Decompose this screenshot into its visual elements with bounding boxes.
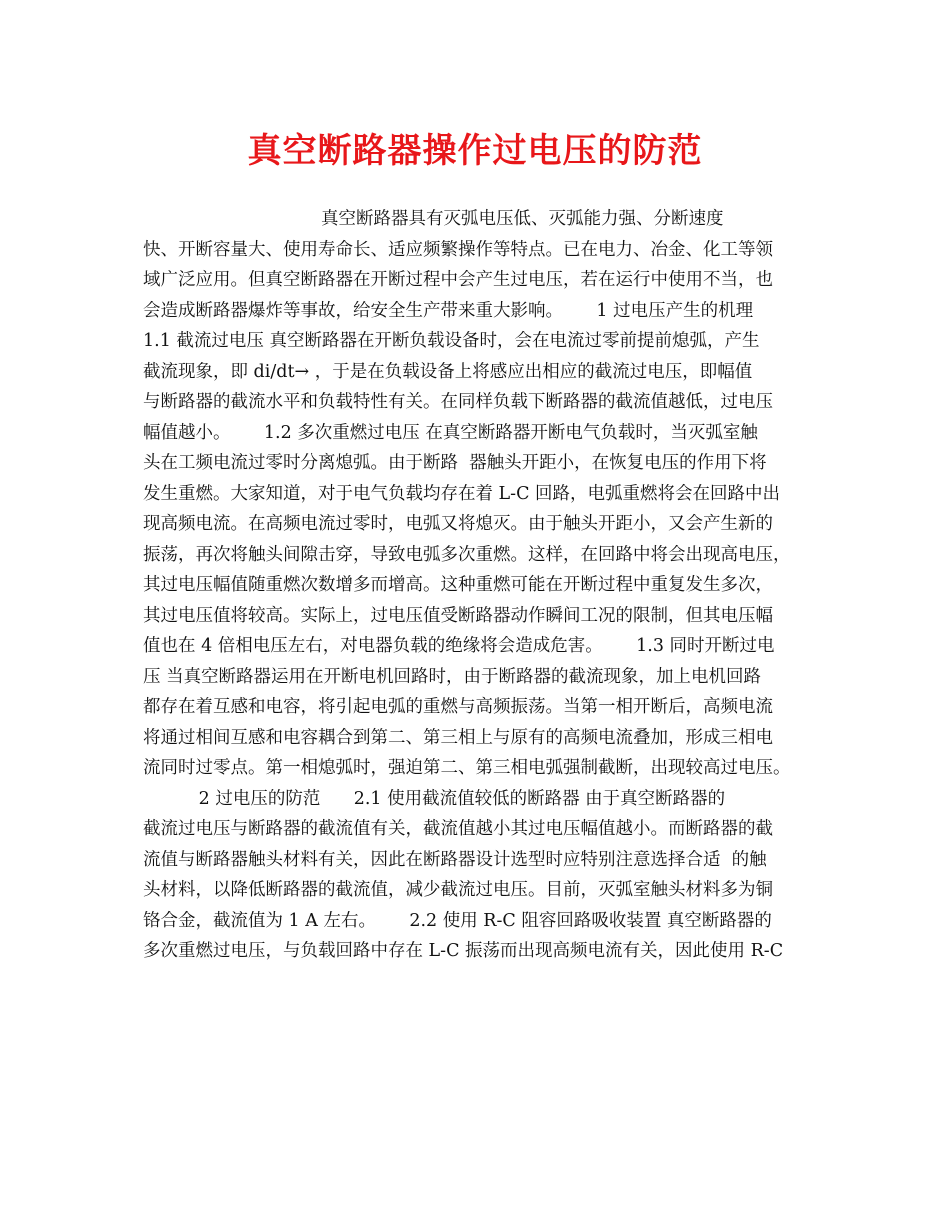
document-body xyxy=(143,204,823,967)
body-line: 头材料，以降低断路器的截流值，减少截流过电压。目前，灭弧室触头材料多为铜 xyxy=(143,880,773,900)
page-title: 真空断路器操作过电压的防范 xyxy=(247,131,703,171)
body-line: 现高频电流。在高频电流过零时，电弧又将熄灭。由于触头开距小，又会产生新的 xyxy=(143,514,773,534)
body-line: 压 当真空断路器运用在开断电机回路时，由于断路器的截流现象，加上电机回路 xyxy=(143,666,762,687)
body-line: 真空断路器具有灭弧电压低、灭弧能力强、分断速度 xyxy=(143,209,724,229)
body-line: 流值与断路器触头材料有关，因此在断路器设计选型时应特别注意选择合适 的触 xyxy=(143,849,767,870)
body-line: 幅值越小。 1.2 多次重燃过电压 在真空断路器开断电气负载时，当灭弧室触 xyxy=(143,422,758,443)
body-line: 振荡，再次将触头间隙击穿，导致电弧多次重燃。这样，在回路中将会出现高电压， xyxy=(143,544,791,565)
body-line: 铬合金，截流值为 1 A 左右。 2.2 使用 R-C 阻容回路吸收装置 真空断路器的 xyxy=(143,910,772,931)
body-line: 域广泛应用。但真空断路器在开断过程中会产生过电压，若在运行中使用不当，也 xyxy=(143,270,773,290)
body-line: 其过电压值将较高。实际上，过电压值受断路器动作瞬间工况的限制，但其电压幅 xyxy=(143,605,773,626)
body-line: 流同时过零点。第一相熄弧时，强迫第二、第三相电弧强制截断，出现较高过电压。 xyxy=(143,758,791,778)
body-line: 会造成断路器爆炸等事故，给安全生产带来重大影响。 1 过电压产生的机理 xyxy=(143,300,754,321)
body-line: 截流过电压与断路器的截流值有关，截流值越小其过电压幅值越小。而断路器的截 xyxy=(143,819,773,839)
body-line: 都存在着互感和电容，将引起电弧的重燃与高频振荡。当第一相开断后，高频电流 xyxy=(143,697,773,717)
body-line: 头在工频电流过零时分离熄弧。由于断路 器触头开距小，在恢复电压的作用下将 xyxy=(143,453,767,473)
body-line: 2 过电压的防范 2.1 使用截流值较低的断路器 由于真空断路器的 xyxy=(143,788,726,809)
body-line: 其过电压幅值随重燃次数增多而增高。这种重燃可能在开断过程中重复发生多次， xyxy=(143,575,773,595)
body-line: 截流现象，即 di/dt→ ，于是在负载设备上将感应出相应的截流过电压，即幅值 xyxy=(143,361,753,382)
body-line: 1.1 截流过电压 真空断路器在开断负载设备时，会在电流过零前提前熄弧，产生 xyxy=(143,331,760,351)
body-line: 将通过相间互感和电容耦合到第二、第三相上与原有的高频电流叠加，形成三相电 xyxy=(143,727,773,748)
body-line: 快、开断容量大、使用寿命长、适应频繁操作等特点。已在电力、冶金、化工等领 xyxy=(143,239,773,260)
body-line: 多次重燃过电压，与负载回路中存在 L-C 振荡而出现高频电流有关，因此使用 R-C xyxy=(143,941,784,961)
body-line: 值也在 4 倍相电压左右，对电器负载的绝缘将会造成危害。 1.3 同时开断过电 xyxy=(143,636,775,656)
body-line: 与断路器的截流水平和负载特性有关。在同样负载下断路器的截流值越低，过电压 xyxy=(143,392,773,412)
body-line: 发生重燃。大家知道，对于电气负载均存在着 L-C 回路，电弧重燃将会在回路中出 xyxy=(143,483,781,504)
